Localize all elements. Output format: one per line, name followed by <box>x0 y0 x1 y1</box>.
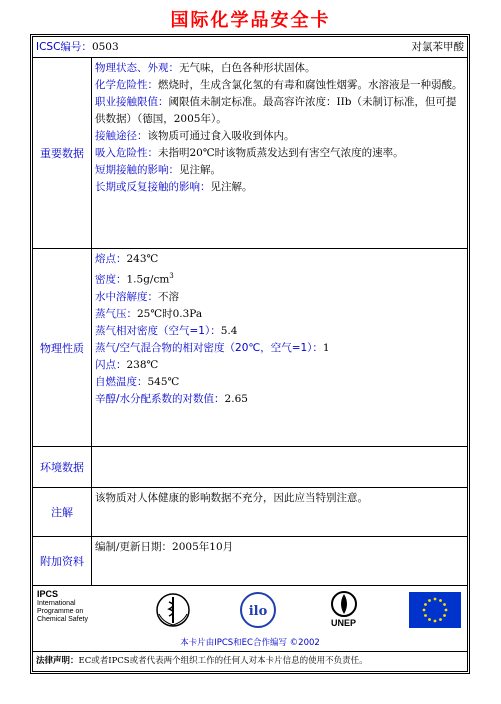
additional-label: 附加资料 <box>33 537 92 585</box>
who-logo-icon <box>153 590 193 630</box>
property-line <box>95 306 464 323</box>
legal-label: 法律声明： <box>36 656 79 666</box>
property-line <box>95 268 464 289</box>
property-value: 5.4 <box>220 324 238 337</box>
property-key: 短期接触的影响： <box>95 164 179 176</box>
property-key: 长期或反复接触的影响： <box>95 181 211 193</box>
legal-text: EC或者IPCS或者代表两个组织工作的任何人对本卡片信息的使用不负责任。 <box>78 656 368 666</box>
card-header <box>33 37 467 58</box>
unep-text: UNEP <box>330 618 356 628</box>
property-line <box>95 340 464 357</box>
environment-content <box>92 447 467 487</box>
logos-bar <box>33 586 467 634</box>
property-line <box>95 179 464 196</box>
svg-text:ilo: ilo <box>248 604 268 619</box>
property-value: 无气味，白色各种形状固体。 <box>179 62 316 74</box>
ipcs-line-3: Chemical Safety <box>37 616 88 623</box>
important-data-row <box>33 58 467 249</box>
property-value: 阈限值未制定标准。最高容许浓度：IIb（未制订标准，但可提供数据）（德国，2005年）。 <box>95 96 457 125</box>
eu-flag-icon <box>409 590 461 630</box>
property-line <box>95 251 464 268</box>
property-line <box>95 94 464 128</box>
property-key: 自燃温度： <box>95 375 148 388</box>
property-value: 238℃ <box>126 358 159 371</box>
property-key: 闪点： <box>95 358 127 371</box>
property-line <box>95 289 464 306</box>
property-key: 化学危险性： <box>95 79 158 91</box>
property-value: 见注解。 <box>179 164 221 176</box>
property-line <box>95 357 464 374</box>
additional-row <box>33 537 467 586</box>
ipcs-logo <box>37 590 107 624</box>
physical-properties-content <box>92 249 467 446</box>
property-value: 见注解。 <box>210 181 253 193</box>
property-line <box>95 60 464 77</box>
footer-credit: 本卡片由IPCS和EC合作编写 ©2002 <box>180 638 320 648</box>
property-key: 接触途径： <box>95 130 148 142</box>
important-data-label: 重要数据 <box>33 58 92 248</box>
icsc-code <box>36 39 119 55</box>
property-value: 545℃ <box>147 375 180 388</box>
property-key: 水中溶解度： <box>95 290 158 303</box>
property-line <box>95 374 464 391</box>
ilo-logo-icon <box>238 590 278 630</box>
card-title: 国际化学品安全卡 <box>170 10 331 31</box>
property-key: 蒸气/空气混合物的相对密度（20℃，空气=1）： <box>95 341 323 354</box>
physical-properties-row <box>33 249 467 447</box>
safety-card <box>30 34 470 674</box>
property-line <box>95 77 464 94</box>
icsc-code-value: 0503 <box>91 41 119 53</box>
unep-logo-icon <box>324 590 364 618</box>
property-key: 蒸气相对密度（空气=1）： <box>95 324 221 337</box>
property-value: 243℃ <box>126 253 159 265</box>
property-value: 2.65 <box>224 392 248 405</box>
property-key: 吸入危险性： <box>95 147 158 159</box>
chemical-name: 对氯苯甲酸 <box>411 41 464 53</box>
property-value: 25℃时0.3Pa <box>137 307 203 320</box>
property-key: 物理状态、外观： <box>95 62 179 74</box>
property-line <box>95 128 464 145</box>
property-key: 熔点： <box>95 253 127 265</box>
property-key: 密度： <box>95 273 127 286</box>
property-value: 1.5g/cm <box>126 273 170 286</box>
important-data-content <box>92 58 467 248</box>
environment-row <box>33 447 467 488</box>
property-value: 不溶 <box>158 290 179 303</box>
property-line <box>95 391 464 408</box>
notes-row <box>33 488 467 537</box>
property-key: 职业接触限值： <box>95 96 169 108</box>
ipcs-line-1: International <box>37 600 76 607</box>
property-line <box>95 162 464 179</box>
property-superscript: 3 <box>169 272 174 280</box>
notes-label: 注解 <box>33 488 92 536</box>
notes-content: 该物质对人体健康的影响数据不充分，因此应当特别注意。 <box>95 492 368 504</box>
legal-notice <box>33 652 467 671</box>
additional-content: 编制/更新日期：2005年10月 <box>95 541 234 553</box>
ipcs-line-2: Programme on <box>37 608 84 615</box>
physical-properties-label: 物理性质 <box>33 249 92 446</box>
property-value: 1 <box>322 341 330 354</box>
environment-label: 环境数据 <box>33 447 92 487</box>
property-line <box>95 323 464 340</box>
unep-logo <box>324 590 364 628</box>
logos-row <box>33 586 467 652</box>
property-line <box>95 145 464 162</box>
property-value: 该物质可通过食入吸收到体内。 <box>147 130 295 142</box>
property-key: 辛醇/水分配系数的对数值： <box>95 392 225 405</box>
property-value: 燃烧时，生成含氯化氢的有毒和腐蚀性烟雾。水溶液是一种弱酸。 <box>158 79 463 91</box>
property-key: 蒸气压： <box>95 307 137 320</box>
property-value: 未指明20℃时该物质蒸发达到有害空气浓度的速率。 <box>158 147 404 159</box>
icsc-code-label: ICSC编号： <box>36 41 92 53</box>
ipcs-title: IPCS <box>37 589 59 599</box>
